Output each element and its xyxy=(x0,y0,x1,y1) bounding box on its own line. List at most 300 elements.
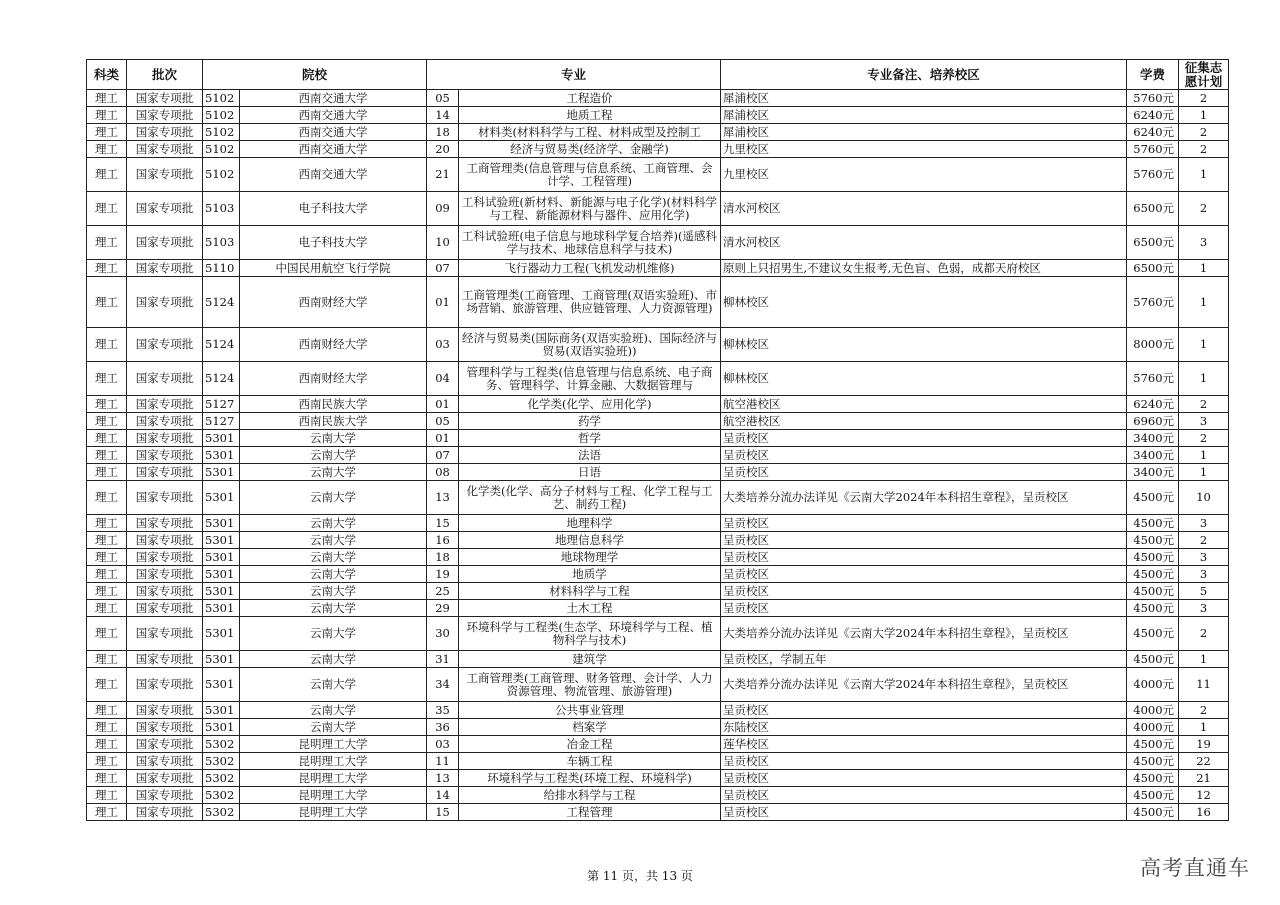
cell-batch: 国家专项批 xyxy=(127,753,203,770)
cell-major-code: 15 xyxy=(427,515,459,532)
cell-category: 理工 xyxy=(87,90,127,107)
cell-school-code: 5301 xyxy=(203,583,240,600)
cell-school-name: 西南民族大学 xyxy=(240,413,427,430)
cell-remarks-campus: 柳林校区 xyxy=(721,362,1127,396)
cell-school-code: 5301 xyxy=(203,719,240,736)
cell-major-name: 经济与贸易类(经济学、金融学) xyxy=(459,141,721,158)
cell-batch: 国家专项批 xyxy=(127,277,203,328)
cell-tuition: 5760元 xyxy=(1127,90,1179,107)
cell-plan-count: 3 xyxy=(1179,600,1229,617)
cell-batch: 国家专项批 xyxy=(127,804,203,821)
table-row xyxy=(87,192,1229,226)
cell-tuition: 6500元 xyxy=(1127,226,1179,260)
cell-category: 理工 xyxy=(87,770,127,787)
cell-school-name: 昆明理工大学 xyxy=(240,804,427,821)
cell-school-code: 5302 xyxy=(203,736,240,753)
cell-category: 理工 xyxy=(87,668,127,702)
table-row xyxy=(87,600,1229,617)
cell-batch: 国家专项批 xyxy=(127,192,203,226)
table-header-row xyxy=(87,60,1229,90)
cell-category: 理工 xyxy=(87,719,127,736)
cell-plan-count: 1 xyxy=(1179,362,1229,396)
cell-remarks-campus: 莲华校区 xyxy=(721,736,1127,753)
table-row xyxy=(87,702,1229,719)
cell-batch: 国家专项批 xyxy=(127,396,203,413)
cell-batch: 国家专项批 xyxy=(127,600,203,617)
cell-major-code: 05 xyxy=(427,413,459,430)
table-row xyxy=(87,90,1229,107)
cell-category: 理工 xyxy=(87,277,127,328)
cell-category: 理工 xyxy=(87,804,127,821)
cell-plan-count: 22 xyxy=(1179,753,1229,770)
cell-tuition: 5760元 xyxy=(1127,158,1179,192)
cell-major-name: 工程管理 xyxy=(459,804,721,821)
cell-school-code: 5301 xyxy=(203,464,240,481)
cell-school-name: 云南大学 xyxy=(240,702,427,719)
cell-major-name: 地质学 xyxy=(459,566,721,583)
table-row xyxy=(87,787,1229,804)
cell-major-code: 21 xyxy=(427,158,459,192)
page-number: 第 11 页，共 13 页 xyxy=(587,869,693,883)
cell-category: 理工 xyxy=(87,124,127,141)
cell-major-code: 25 xyxy=(427,583,459,600)
table-row xyxy=(87,566,1229,583)
table-row xyxy=(87,124,1229,141)
cell-plan-count: 3 xyxy=(1179,566,1229,583)
cell-batch: 国家专项批 xyxy=(127,651,203,668)
cell-tuition: 5760元 xyxy=(1127,362,1179,396)
cell-major-name: 档案学 xyxy=(459,719,721,736)
cell-plan-count: 1 xyxy=(1179,719,1229,736)
cell-plan-count: 2 xyxy=(1179,124,1229,141)
cell-school-name: 西南交通大学 xyxy=(240,90,427,107)
cell-plan-count: 2 xyxy=(1179,396,1229,413)
cell-remarks-campus: 航空港校区 xyxy=(721,396,1127,413)
cell-major-code: 19 xyxy=(427,566,459,583)
cell-remarks-campus: 大类培养分流办法详见《云南大学2024年本科招生章程》，呈贡校区 xyxy=(721,668,1127,702)
cell-tuition: 4500元 xyxy=(1127,651,1179,668)
cell-school-code: 5103 xyxy=(203,192,240,226)
cell-tuition: 4500元 xyxy=(1127,804,1179,821)
cell-tuition: 4500元 xyxy=(1127,583,1179,600)
cell-batch: 国家专项批 xyxy=(127,719,203,736)
cell-major-code: 30 xyxy=(427,617,459,651)
table-row xyxy=(87,158,1229,192)
cell-category: 理工 xyxy=(87,226,127,260)
cell-tuition: 4000元 xyxy=(1127,719,1179,736)
cell-school-code: 5127 xyxy=(203,396,240,413)
table-row xyxy=(87,362,1229,396)
cell-major-name: 环境科学与工程类(环境工程、环境科学) xyxy=(459,770,721,787)
header-category: 科类 xyxy=(87,60,127,90)
cell-tuition: 6500元 xyxy=(1127,192,1179,226)
cell-school-code: 5102 xyxy=(203,90,240,107)
admission-plan-table xyxy=(86,59,1229,821)
cell-tuition: 4500元 xyxy=(1127,787,1179,804)
cell-school-name: 云南大学 xyxy=(240,617,427,651)
cell-category: 理工 xyxy=(87,583,127,600)
table-row xyxy=(87,753,1229,770)
table-row xyxy=(87,532,1229,549)
cell-category: 理工 xyxy=(87,532,127,549)
cell-major-code: 09 xyxy=(427,192,459,226)
cell-batch: 国家专项批 xyxy=(127,736,203,753)
cell-tuition: 3400元 xyxy=(1127,464,1179,481)
header-batch: 批次 xyxy=(127,60,203,90)
table-row xyxy=(87,328,1229,362)
cell-school-name: 云南大学 xyxy=(240,566,427,583)
cell-major-code: 01 xyxy=(427,430,459,447)
cell-category: 理工 xyxy=(87,736,127,753)
cell-school-code: 5302 xyxy=(203,787,240,804)
cell-plan-count: 11 xyxy=(1179,668,1229,702)
cell-major-name: 地质工程 xyxy=(459,107,721,124)
cell-category: 理工 xyxy=(87,600,127,617)
table-row xyxy=(87,651,1229,668)
cell-remarks-campus: 呈贡校区 xyxy=(721,702,1127,719)
cell-plan-count: 19 xyxy=(1179,736,1229,753)
cell-school-code: 5301 xyxy=(203,447,240,464)
cell-school-name: 西南财经大学 xyxy=(240,362,427,396)
cell-school-code: 5110 xyxy=(203,260,240,277)
cell-major-name: 土木工程 xyxy=(459,600,721,617)
cell-plan-count: 1 xyxy=(1179,277,1229,328)
cell-plan-count: 2 xyxy=(1179,141,1229,158)
cell-school-code: 5301 xyxy=(203,600,240,617)
cell-major-name: 药学 xyxy=(459,413,721,430)
cell-remarks-campus: 原则上只招男生,不建议女生报考,无色盲、色弱，成都天府校区 xyxy=(721,260,1127,277)
cell-remarks-campus: 大类培养分流办法详见《云南大学2024年本科招生章程》，呈贡校区 xyxy=(721,481,1127,515)
cell-major-name: 公共事业管理 xyxy=(459,702,721,719)
cell-remarks-campus: 犀浦校区 xyxy=(721,124,1127,141)
cell-batch: 国家专项批 xyxy=(127,107,203,124)
cell-category: 理工 xyxy=(87,447,127,464)
cell-plan-count: 21 xyxy=(1179,770,1229,787)
cell-tuition: 4000元 xyxy=(1127,702,1179,719)
cell-batch: 国家专项批 xyxy=(127,447,203,464)
cell-category: 理工 xyxy=(87,753,127,770)
cell-tuition: 5760元 xyxy=(1127,141,1179,158)
cell-batch: 国家专项批 xyxy=(127,328,203,362)
cell-category: 理工 xyxy=(87,362,127,396)
cell-major-code: 11 xyxy=(427,753,459,770)
cell-major-code: 03 xyxy=(427,736,459,753)
cell-major-code: 20 xyxy=(427,141,459,158)
cell-school-name: 西南交通大学 xyxy=(240,141,427,158)
cell-major-name: 给排水科学与工程 xyxy=(459,787,721,804)
table-row xyxy=(87,617,1229,651)
cell-plan-count: 3 xyxy=(1179,549,1229,566)
table-row xyxy=(87,736,1229,753)
cell-plan-count: 2 xyxy=(1179,430,1229,447)
cell-remarks-campus: 东陆校区 xyxy=(721,719,1127,736)
cell-school-code: 5124 xyxy=(203,277,240,328)
cell-tuition: 6500元 xyxy=(1127,260,1179,277)
cell-major-code: 07 xyxy=(427,260,459,277)
cell-major-name: 工程造价 xyxy=(459,90,721,107)
cell-plan-count: 10 xyxy=(1179,481,1229,515)
cell-school-name: 云南大学 xyxy=(240,651,427,668)
cell-category: 理工 xyxy=(87,141,127,158)
cell-category: 理工 xyxy=(87,617,127,651)
cell-tuition: 4500元 xyxy=(1127,617,1179,651)
header-major: 专业 xyxy=(427,60,721,90)
cell-category: 理工 xyxy=(87,702,127,719)
table-row xyxy=(87,515,1229,532)
cell-remarks-campus: 呈贡校区 xyxy=(721,549,1127,566)
cell-school-name: 云南大学 xyxy=(240,430,427,447)
cell-category: 理工 xyxy=(87,192,127,226)
cell-school-name: 昆明理工大学 xyxy=(240,770,427,787)
cell-school-name: 云南大学 xyxy=(240,532,427,549)
cell-remarks-campus: 呈贡校区 xyxy=(721,770,1127,787)
cell-batch: 国家专项批 xyxy=(127,668,203,702)
cell-major-code: 08 xyxy=(427,464,459,481)
cell-category: 理工 xyxy=(87,651,127,668)
cell-batch: 国家专项批 xyxy=(127,464,203,481)
cell-school-code: 5301 xyxy=(203,532,240,549)
table-row xyxy=(87,226,1229,260)
cell-major-code: 03 xyxy=(427,328,459,362)
table-row xyxy=(87,770,1229,787)
cell-category: 理工 xyxy=(87,566,127,583)
cell-plan-count: 2 xyxy=(1179,532,1229,549)
cell-batch: 国家专项批 xyxy=(127,260,203,277)
cell-major-code: 31 xyxy=(427,651,459,668)
cell-batch: 国家专项批 xyxy=(127,549,203,566)
cell-remarks-campus: 清水河校区 xyxy=(721,192,1127,226)
cell-school-code: 5102 xyxy=(203,107,240,124)
cell-major-name: 工科试验班(新材料、新能源与电子化学)(材料科学与工程、新能源材料与器件、应用化学) xyxy=(459,192,721,226)
cell-remarks-campus: 呈贡校区 xyxy=(721,464,1127,481)
cell-remarks-campus: 航空港校区 xyxy=(721,413,1127,430)
cell-category: 理工 xyxy=(87,430,127,447)
cell-batch: 国家专项批 xyxy=(127,90,203,107)
cell-tuition: 8000元 xyxy=(1127,328,1179,362)
cell-batch: 国家专项批 xyxy=(127,515,203,532)
cell-school-name: 西南财经大学 xyxy=(240,328,427,362)
cell-plan-count: 1 xyxy=(1179,651,1229,668)
cell-plan-count: 2 xyxy=(1179,90,1229,107)
cell-category: 理工 xyxy=(87,515,127,532)
table-body xyxy=(87,90,1229,821)
cell-category: 理工 xyxy=(87,549,127,566)
cell-tuition: 3400元 xyxy=(1127,447,1179,464)
cell-tuition: 4500元 xyxy=(1127,515,1179,532)
cell-remarks-campus: 柳林校区 xyxy=(721,328,1127,362)
cell-plan-count: 2 xyxy=(1179,702,1229,719)
cell-major-code: 16 xyxy=(427,532,459,549)
cell-remarks-campus: 呈贡校区 xyxy=(721,753,1127,770)
cell-tuition: 4500元 xyxy=(1127,770,1179,787)
cell-school-name: 云南大学 xyxy=(240,464,427,481)
cell-school-code: 5302 xyxy=(203,753,240,770)
cell-major-code: 18 xyxy=(427,124,459,141)
cell-remarks-campus: 九里校区 xyxy=(721,158,1127,192)
cell-school-name: 昆明理工大学 xyxy=(240,736,427,753)
cell-major-code: 13 xyxy=(427,481,459,515)
cell-tuition: 3400元 xyxy=(1127,430,1179,447)
cell-remarks-campus: 九里校区 xyxy=(721,141,1127,158)
cell-school-name: 云南大学 xyxy=(240,719,427,736)
cell-tuition: 6240元 xyxy=(1127,107,1179,124)
cell-batch: 国家专项批 xyxy=(127,617,203,651)
cell-major-code: 05 xyxy=(427,90,459,107)
cell-school-name: 西南民族大学 xyxy=(240,396,427,413)
cell-school-name: 云南大学 xyxy=(240,549,427,566)
cell-school-name: 云南大学 xyxy=(240,447,427,464)
cell-school-code: 5102 xyxy=(203,141,240,158)
cell-batch: 国家专项批 xyxy=(127,124,203,141)
cell-major-code: 15 xyxy=(427,804,459,821)
cell-category: 理工 xyxy=(87,787,127,804)
cell-major-name: 经济与贸易类(国际商务(双语实验班)、国际经济与贸易(双语实验班)) xyxy=(459,328,721,362)
cell-batch: 国家专项批 xyxy=(127,770,203,787)
cell-major-code: 36 xyxy=(427,719,459,736)
header-plan-count: 征集志愿计划 xyxy=(1179,60,1229,90)
cell-remarks-campus: 清水河校区 xyxy=(721,226,1127,260)
cell-school-name: 昆明理工大学 xyxy=(240,753,427,770)
table-row xyxy=(87,141,1229,158)
cell-plan-count: 5 xyxy=(1179,583,1229,600)
cell-school-name: 云南大学 xyxy=(240,583,427,600)
cell-school-code: 5124 xyxy=(203,362,240,396)
cell-remarks-campus: 犀浦校区 xyxy=(721,107,1127,124)
cell-school-name: 云南大学 xyxy=(240,515,427,532)
table-row xyxy=(87,430,1229,447)
cell-school-code: 5302 xyxy=(203,804,240,821)
cell-remarks-campus: 呈贡校区，学制五年 xyxy=(721,651,1127,668)
cell-remarks-campus: 大类培养分流办法详见《云南大学2024年本科招生章程》，呈贡校区 xyxy=(721,617,1127,651)
cell-batch: 国家专项批 xyxy=(127,702,203,719)
cell-batch: 国家专项批 xyxy=(127,566,203,583)
cell-category: 理工 xyxy=(87,328,127,362)
cell-major-name: 化学类(化学、应用化学) xyxy=(459,396,721,413)
cell-school-code: 5301 xyxy=(203,566,240,583)
cell-major-code: 14 xyxy=(427,107,459,124)
cell-category: 理工 xyxy=(87,481,127,515)
cell-school-code: 5102 xyxy=(203,124,240,141)
cell-plan-count: 3 xyxy=(1179,413,1229,430)
cell-major-name: 冶金工程 xyxy=(459,736,721,753)
header-school: 院校 xyxy=(203,60,427,90)
cell-plan-count: 3 xyxy=(1179,226,1229,260)
cell-tuition: 5760元 xyxy=(1127,277,1179,328)
cell-major-name: 飞行器动力工程(飞机发动机维修) xyxy=(459,260,721,277)
cell-major-code: 07 xyxy=(427,447,459,464)
cell-school-name: 云南大学 xyxy=(240,668,427,702)
cell-plan-count: 1 xyxy=(1179,107,1229,124)
cell-tuition: 6960元 xyxy=(1127,413,1179,430)
cell-batch: 国家专项批 xyxy=(127,226,203,260)
cell-batch: 国家专项批 xyxy=(127,532,203,549)
cell-category: 理工 xyxy=(87,464,127,481)
table-row xyxy=(87,260,1229,277)
cell-category: 理工 xyxy=(87,396,127,413)
cell-major-name: 地球物理学 xyxy=(459,549,721,566)
table-row xyxy=(87,549,1229,566)
cell-plan-count: 12 xyxy=(1179,787,1229,804)
table-row xyxy=(87,396,1229,413)
table-row xyxy=(87,481,1229,515)
cell-major-name: 建筑学 xyxy=(459,651,721,668)
cell-category: 理工 xyxy=(87,158,127,192)
header-remarks-campus: 专业备注、培养校区 xyxy=(721,60,1127,90)
table-row xyxy=(87,447,1229,464)
cell-plan-count: 1 xyxy=(1179,260,1229,277)
cell-plan-count: 2 xyxy=(1179,617,1229,651)
cell-school-code: 5301 xyxy=(203,515,240,532)
cell-batch: 国家专项批 xyxy=(127,583,203,600)
cell-tuition: 4500元 xyxy=(1127,481,1179,515)
table-row xyxy=(87,668,1229,702)
cell-school-code: 5301 xyxy=(203,617,240,651)
cell-major-code: 34 xyxy=(427,668,459,702)
cell-remarks-campus: 呈贡校区 xyxy=(721,447,1127,464)
cell-batch: 国家专项批 xyxy=(127,413,203,430)
cell-category: 理工 xyxy=(87,260,127,277)
cell-major-code: 13 xyxy=(427,770,459,787)
cell-plan-count: 1 xyxy=(1179,328,1229,362)
cell-major-code: 14 xyxy=(427,787,459,804)
cell-school-name: 云南大学 xyxy=(240,600,427,617)
cell-tuition: 6240元 xyxy=(1127,396,1179,413)
cell-school-code: 5127 xyxy=(203,413,240,430)
cell-remarks-campus: 犀浦校区 xyxy=(721,90,1127,107)
cell-plan-count: 1 xyxy=(1179,447,1229,464)
table-row xyxy=(87,583,1229,600)
cell-major-name: 材料科学与工程 xyxy=(459,583,721,600)
cell-tuition: 4000元 xyxy=(1127,668,1179,702)
cell-school-name: 西南交通大学 xyxy=(240,124,427,141)
cell-tuition: 6240元 xyxy=(1127,124,1179,141)
table-row xyxy=(87,413,1229,430)
cell-category: 理工 xyxy=(87,107,127,124)
cell-school-code: 5301 xyxy=(203,549,240,566)
cell-school-name: 西南交通大学 xyxy=(240,107,427,124)
cell-major-name: 哲学 xyxy=(459,430,721,447)
cell-tuition: 4500元 xyxy=(1127,753,1179,770)
cell-school-name: 云南大学 xyxy=(240,481,427,515)
cell-major-name: 工商管理类(工商管理、工商管理(双语实验班)、市场营销、旅游管理、供应链管理、人力资源管理) xyxy=(459,277,721,328)
cell-school-name: 西南财经大学 xyxy=(240,277,427,328)
cell-school-name: 昆明理工大学 xyxy=(240,787,427,804)
cell-school-code: 5301 xyxy=(203,668,240,702)
table-row xyxy=(87,719,1229,736)
cell-major-name: 车辆工程 xyxy=(459,753,721,770)
cell-plan-count: 2 xyxy=(1179,192,1229,226)
cell-school-code: 5301 xyxy=(203,651,240,668)
table-row xyxy=(87,277,1229,328)
cell-school-name: 中国民用航空飞行学院 xyxy=(240,260,427,277)
cell-remarks-campus: 柳林校区 xyxy=(721,277,1127,328)
cell-major-name: 地理信息科学 xyxy=(459,532,721,549)
cell-tuition: 4500元 xyxy=(1127,600,1179,617)
cell-batch: 国家专项批 xyxy=(127,141,203,158)
cell-major-code: 35 xyxy=(427,702,459,719)
cell-major-code: 29 xyxy=(427,600,459,617)
cell-school-code: 5301 xyxy=(203,481,240,515)
cell-major-name: 管理科学与工程类(信息管理与信息系统、电子商务、管理科学、计算金融、大数据管理与 xyxy=(459,362,721,396)
cell-remarks-campus: 呈贡校区 xyxy=(721,430,1127,447)
cell-remarks-campus: 呈贡校区 xyxy=(721,804,1127,821)
table-row xyxy=(87,464,1229,481)
cell-major-name: 环境科学与工程类(生态学、环境科学与工程、植物科学与技术) xyxy=(459,617,721,651)
cell-batch: 国家专项批 xyxy=(127,362,203,396)
table-row xyxy=(87,107,1229,124)
cell-major-code: 18 xyxy=(427,549,459,566)
cell-school-name: 电子科技大学 xyxy=(240,192,427,226)
